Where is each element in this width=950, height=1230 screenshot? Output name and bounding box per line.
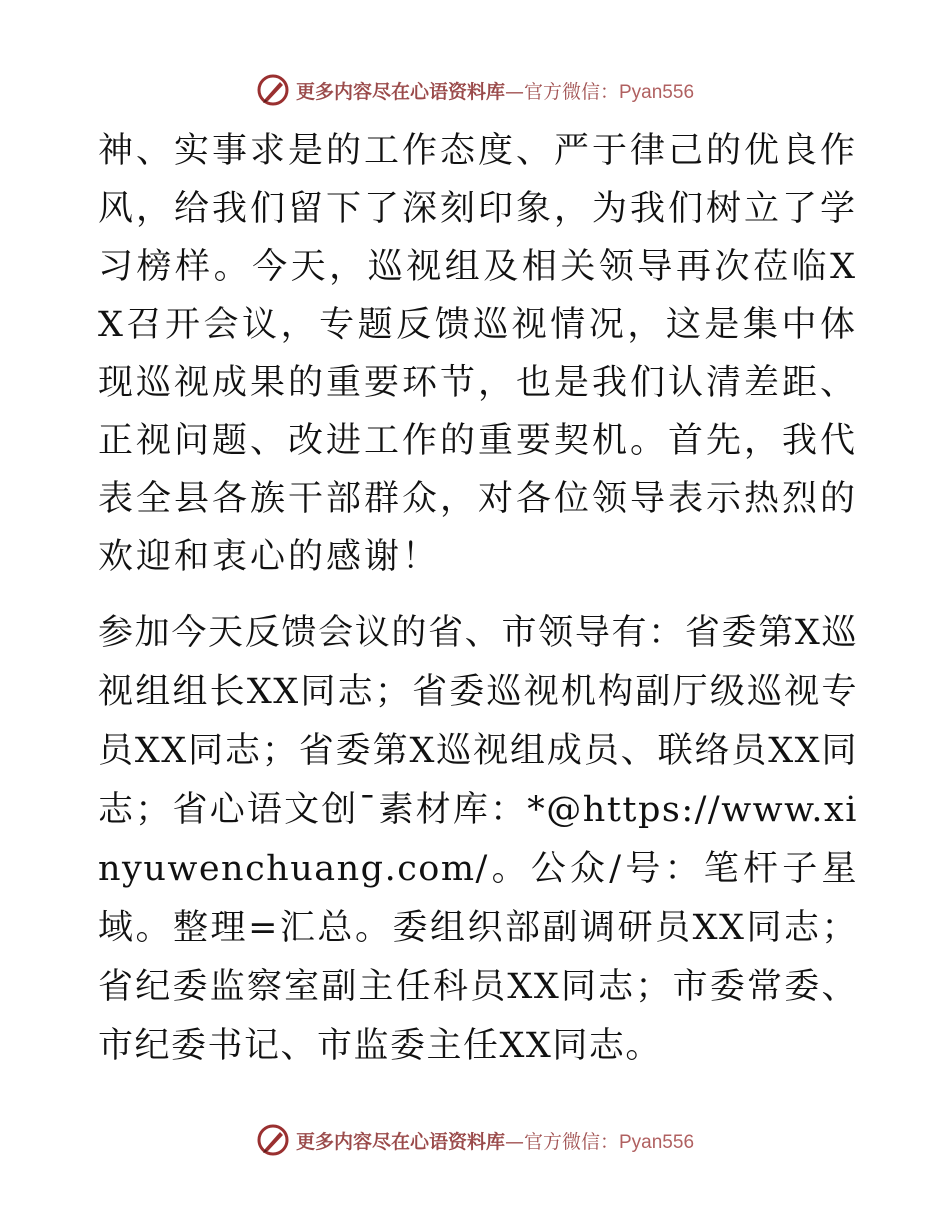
footer-banner	[0, 1120, 950, 1160]
footer-watermark-sep: —官方微信：	[504, 1130, 619, 1153]
header-watermark-sep: —官方微信：	[504, 80, 619, 103]
pen-logo-icon	[256, 73, 290, 107]
paragraph-2: 参加今天反馈会议的省、市领导有：省委第X巡视组组长XX同志；省委巡视机构副厅级巡视专员XX同志；省委第X巡视组成员、联络员XX同志；省心语文创¯素材库：*@https://www.xinyuwenchuang.com/。公众/号：笔杆子星域。整理=汇总。委组织部副调研员XX同志；省纪委监察室副主任科员XX同志；市委常委、市纪委书记、市监委主任XX同志。	[98, 613, 858, 1066]
paragraph-1: 神、实事求是的工作态度、严于律己的优良作风，给我们留下了深刻印象，为我们树立了学习榜样。今天，巡视组及相关领导再次莅临XX召开会议，专题反馈巡视情况，这是集中体现巡视成果的重要环节，也是我们认清差距、正视问题、改进工作的重要契机。首先，我代表全县各族干部群众，对各位领导表示热烈的欢迎和衷心的感谢！	[98, 131, 859, 577]
footer-watermark-main: 更多内容尽在心语资料库	[295, 1130, 505, 1153]
footer-watermark-id: Pyan556	[619, 1131, 695, 1153]
document-body	[98, 122, 858, 1076]
footer-watermark-text	[296, 1127, 694, 1154]
header-banner	[0, 70, 950, 110]
pen-logo-icon	[256, 1123, 290, 1157]
header-watermark-id: Pyan556	[619, 81, 695, 103]
header-watermark-text	[296, 77, 694, 104]
header-watermark-main: 更多内容尽在心语资料库	[295, 80, 505, 103]
